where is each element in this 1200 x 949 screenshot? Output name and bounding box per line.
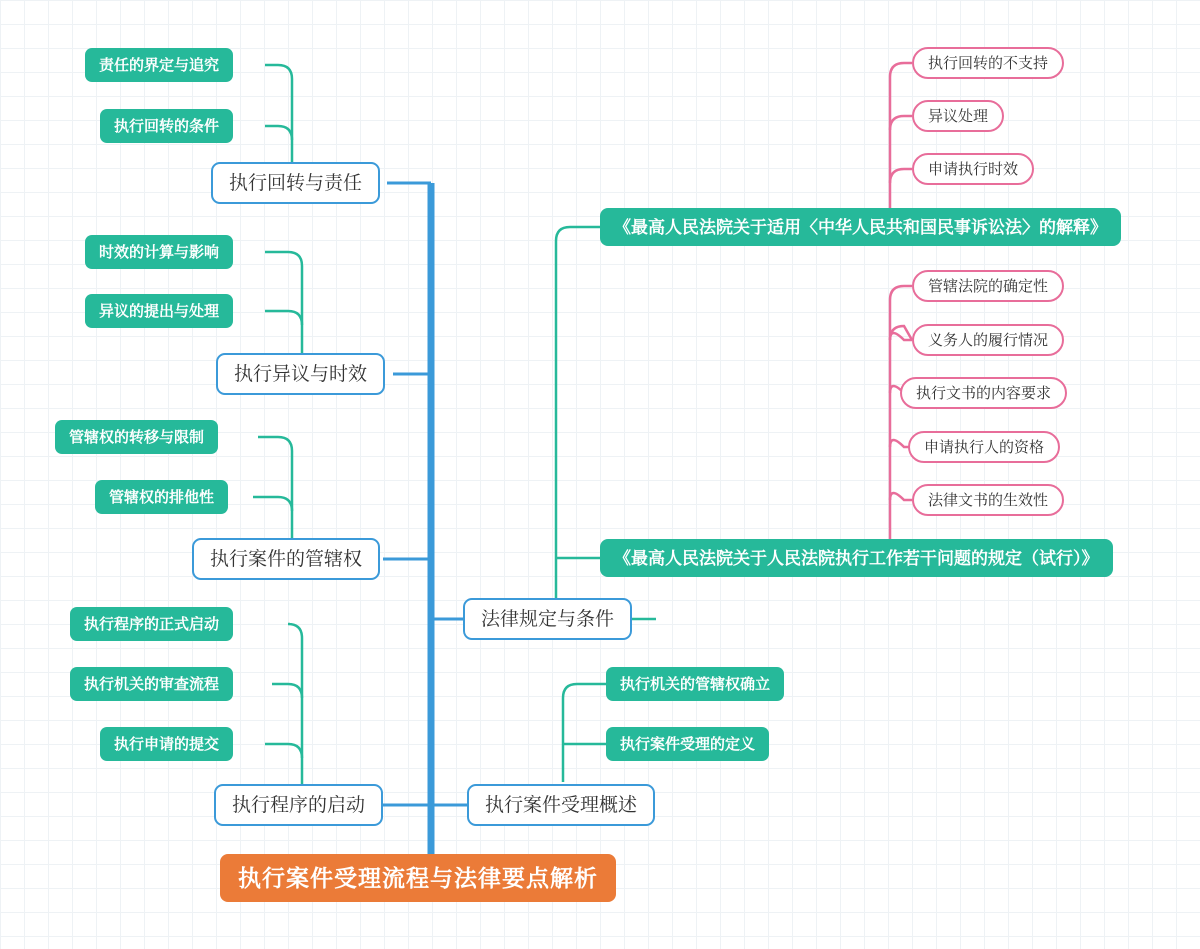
branch-node-guanxia-quan[interactable]: 执行案件的管辖权 <box>192 538 380 580</box>
leaf-node-shenqing-zhixing-shixiao[interactable]: 申请执行时效 <box>912 153 1034 185</box>
leaf-node-falv-wenshu-shengxiaoxing[interactable]: 法律文书的生效性 <box>912 484 1064 516</box>
leaf-node-guanxia-zhuanyi[interactable]: 管辖权的转移与限制 <box>55 420 218 454</box>
leaf-node-yiwuren-lvxing[interactable]: 义务人的履行情况 <box>912 324 1064 356</box>
branch-node-shouli-gaishu[interactable]: 执行案件受理概述 <box>467 784 655 826</box>
law-node-zhixing-gongzuo-guiding[interactable]: 《最高人民法院关于人民法院执行工作若干问题的规定（试行）》 <box>600 539 1113 577</box>
leaf-node-shixiao-jisuan[interactable]: 时效的计算与影响 <box>85 235 233 269</box>
branch-node-chengxu-qidong[interactable]: 执行程序的启动 <box>214 784 383 826</box>
leaf-node-chengxu-zhengshi-qidong[interactable]: 执行程序的正式启动 <box>70 607 233 641</box>
root-node[interactable]: 执行案件受理流程与法律要点解析 <box>220 854 616 902</box>
leaf-node-jiguan-guanxiaquan-queli[interactable]: 执行机关的管辖权确立 <box>606 667 784 701</box>
leaf-node-yiyi-tichu[interactable]: 异议的提出与处理 <box>85 294 233 328</box>
leaf-node-yiyi-chuli[interactable]: 异议处理 <box>912 100 1004 132</box>
leaf-node-huizhuan-buzhichi[interactable]: 执行回转的不支持 <box>912 47 1064 79</box>
branch-node-falv-guiding[interactable]: 法律规定与条件 <box>463 598 632 640</box>
branch-node-zhixing-yiyi[interactable]: 执行异议与时效 <box>216 353 385 395</box>
leaf-node-zhixing-wenshu-neirong[interactable]: 执行文书的内容要求 <box>900 377 1067 409</box>
leaf-node-shouli-dingyi[interactable]: 执行案件受理的定义 <box>606 727 769 761</box>
leaf-node-guanxia-paitaxing[interactable]: 管辖权的排他性 <box>95 480 228 514</box>
leaf-node-huizhuan-tiaojian[interactable]: 执行回转的条件 <box>100 109 233 143</box>
leaf-node-shenqing-zhixingren-zige[interactable]: 申请执行人的资格 <box>908 431 1060 463</box>
leaf-node-jiguan-shencha[interactable]: 执行机关的审查流程 <box>70 667 233 701</box>
leaf-node-zeren-jieding[interactable]: 责任的界定与追究 <box>85 48 233 82</box>
leaf-node-shenqing-tijiao[interactable]: 执行申请的提交 <box>100 727 233 761</box>
law-node-minsusongfa-jieshi[interactable]: 《最高人民法院关于适用〈中华人民共和国民事诉讼法〉的解释》 <box>600 208 1121 246</box>
leaf-node-guanxia-fayuan-quedingxing[interactable]: 管辖法院的确定性 <box>912 270 1064 302</box>
branch-node-zhixing-huizhuan[interactable]: 执行回转与责任 <box>211 162 380 204</box>
